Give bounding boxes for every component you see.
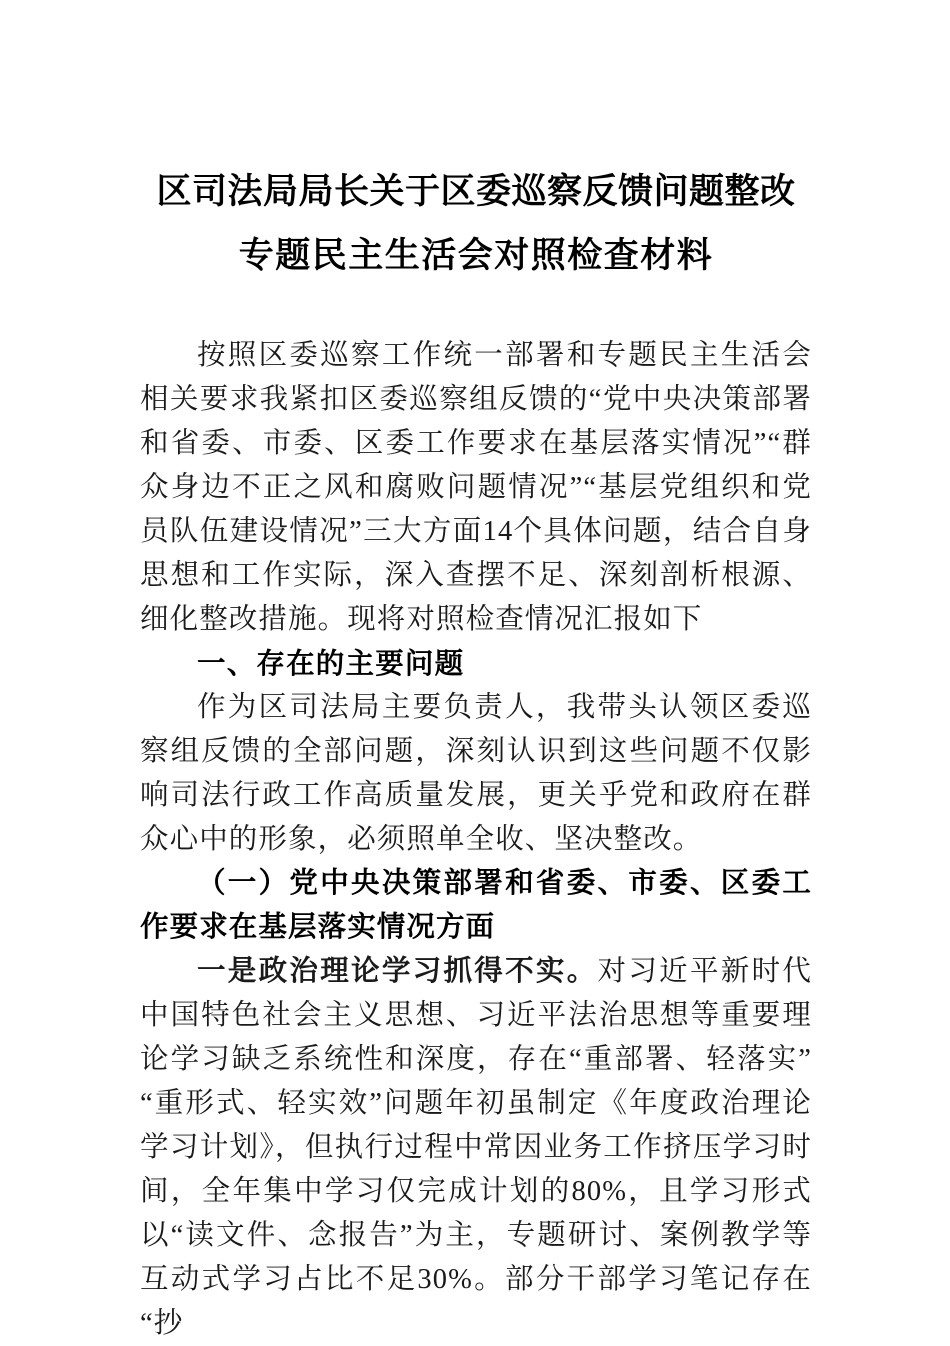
issue-paragraph-1-lead: 一是政治理论学习抓得不实。 (197, 956, 598, 987)
issue-paragraph-1 (140, 950, 812, 1346)
section-heading-1: 一、存在的主要问题 (197, 648, 465, 680)
intro-paragraph: 按照区委巡察工作统一部署和专题民主生活会相关要求我紧扣区委巡察组反馈的“党中央决策部署和省委、市委、区委工作要求在基层落实情况”“群众身边不正之风和腐败问题情况”“基层党组织和党员队伍建设情况”三大方面14个具体问题，结合自身思想和工作实际，深入查摆不足、深刻剖析根源、细化整改措施。现将对照检查情况汇报如下 (140, 340, 812, 635)
page-title (140, 0, 812, 288)
issue-paragraph-1-body: 对习近平新时代中国特色社会主义思想、习近平法治思想等重要理论学习缺乏系统性和深度，存在“重部署、轻落实”“重形式、轻实效”问题年初虽制定《年度政治理论学习计划》，但执行过程中常因业务工作挤压学习时间，全年集中学习仅完成计划的80%，且学习形式以“读文件、念报告”为主，专题研讨、案例教学等互动式学习占比不足30%。部分干部学习笔记存在“抄 (140, 956, 812, 1339)
subsection-heading-1-1: （一）党中央决策部署和省委、市委、区委工作要求在基层落实情况方面 (140, 868, 812, 943)
document-content-column (140, 0, 812, 1346)
title-line-2: 专题民主生活会对照检查材料 (238, 236, 714, 275)
document-body (140, 334, 812, 1346)
section-1-intro-paragraph: 作为区司法局主要负责人，我带头认领区委巡察组反馈的全部问题，深刻认识到这些问题不仅影响司法行政工作高质量发展，更关乎党和政府在群众心中的形象，必须照单全收、坚决整改。 (140, 692, 812, 855)
title-line-1: 区司法局局长关于区委巡察反馈问题整改 (156, 172, 796, 211)
